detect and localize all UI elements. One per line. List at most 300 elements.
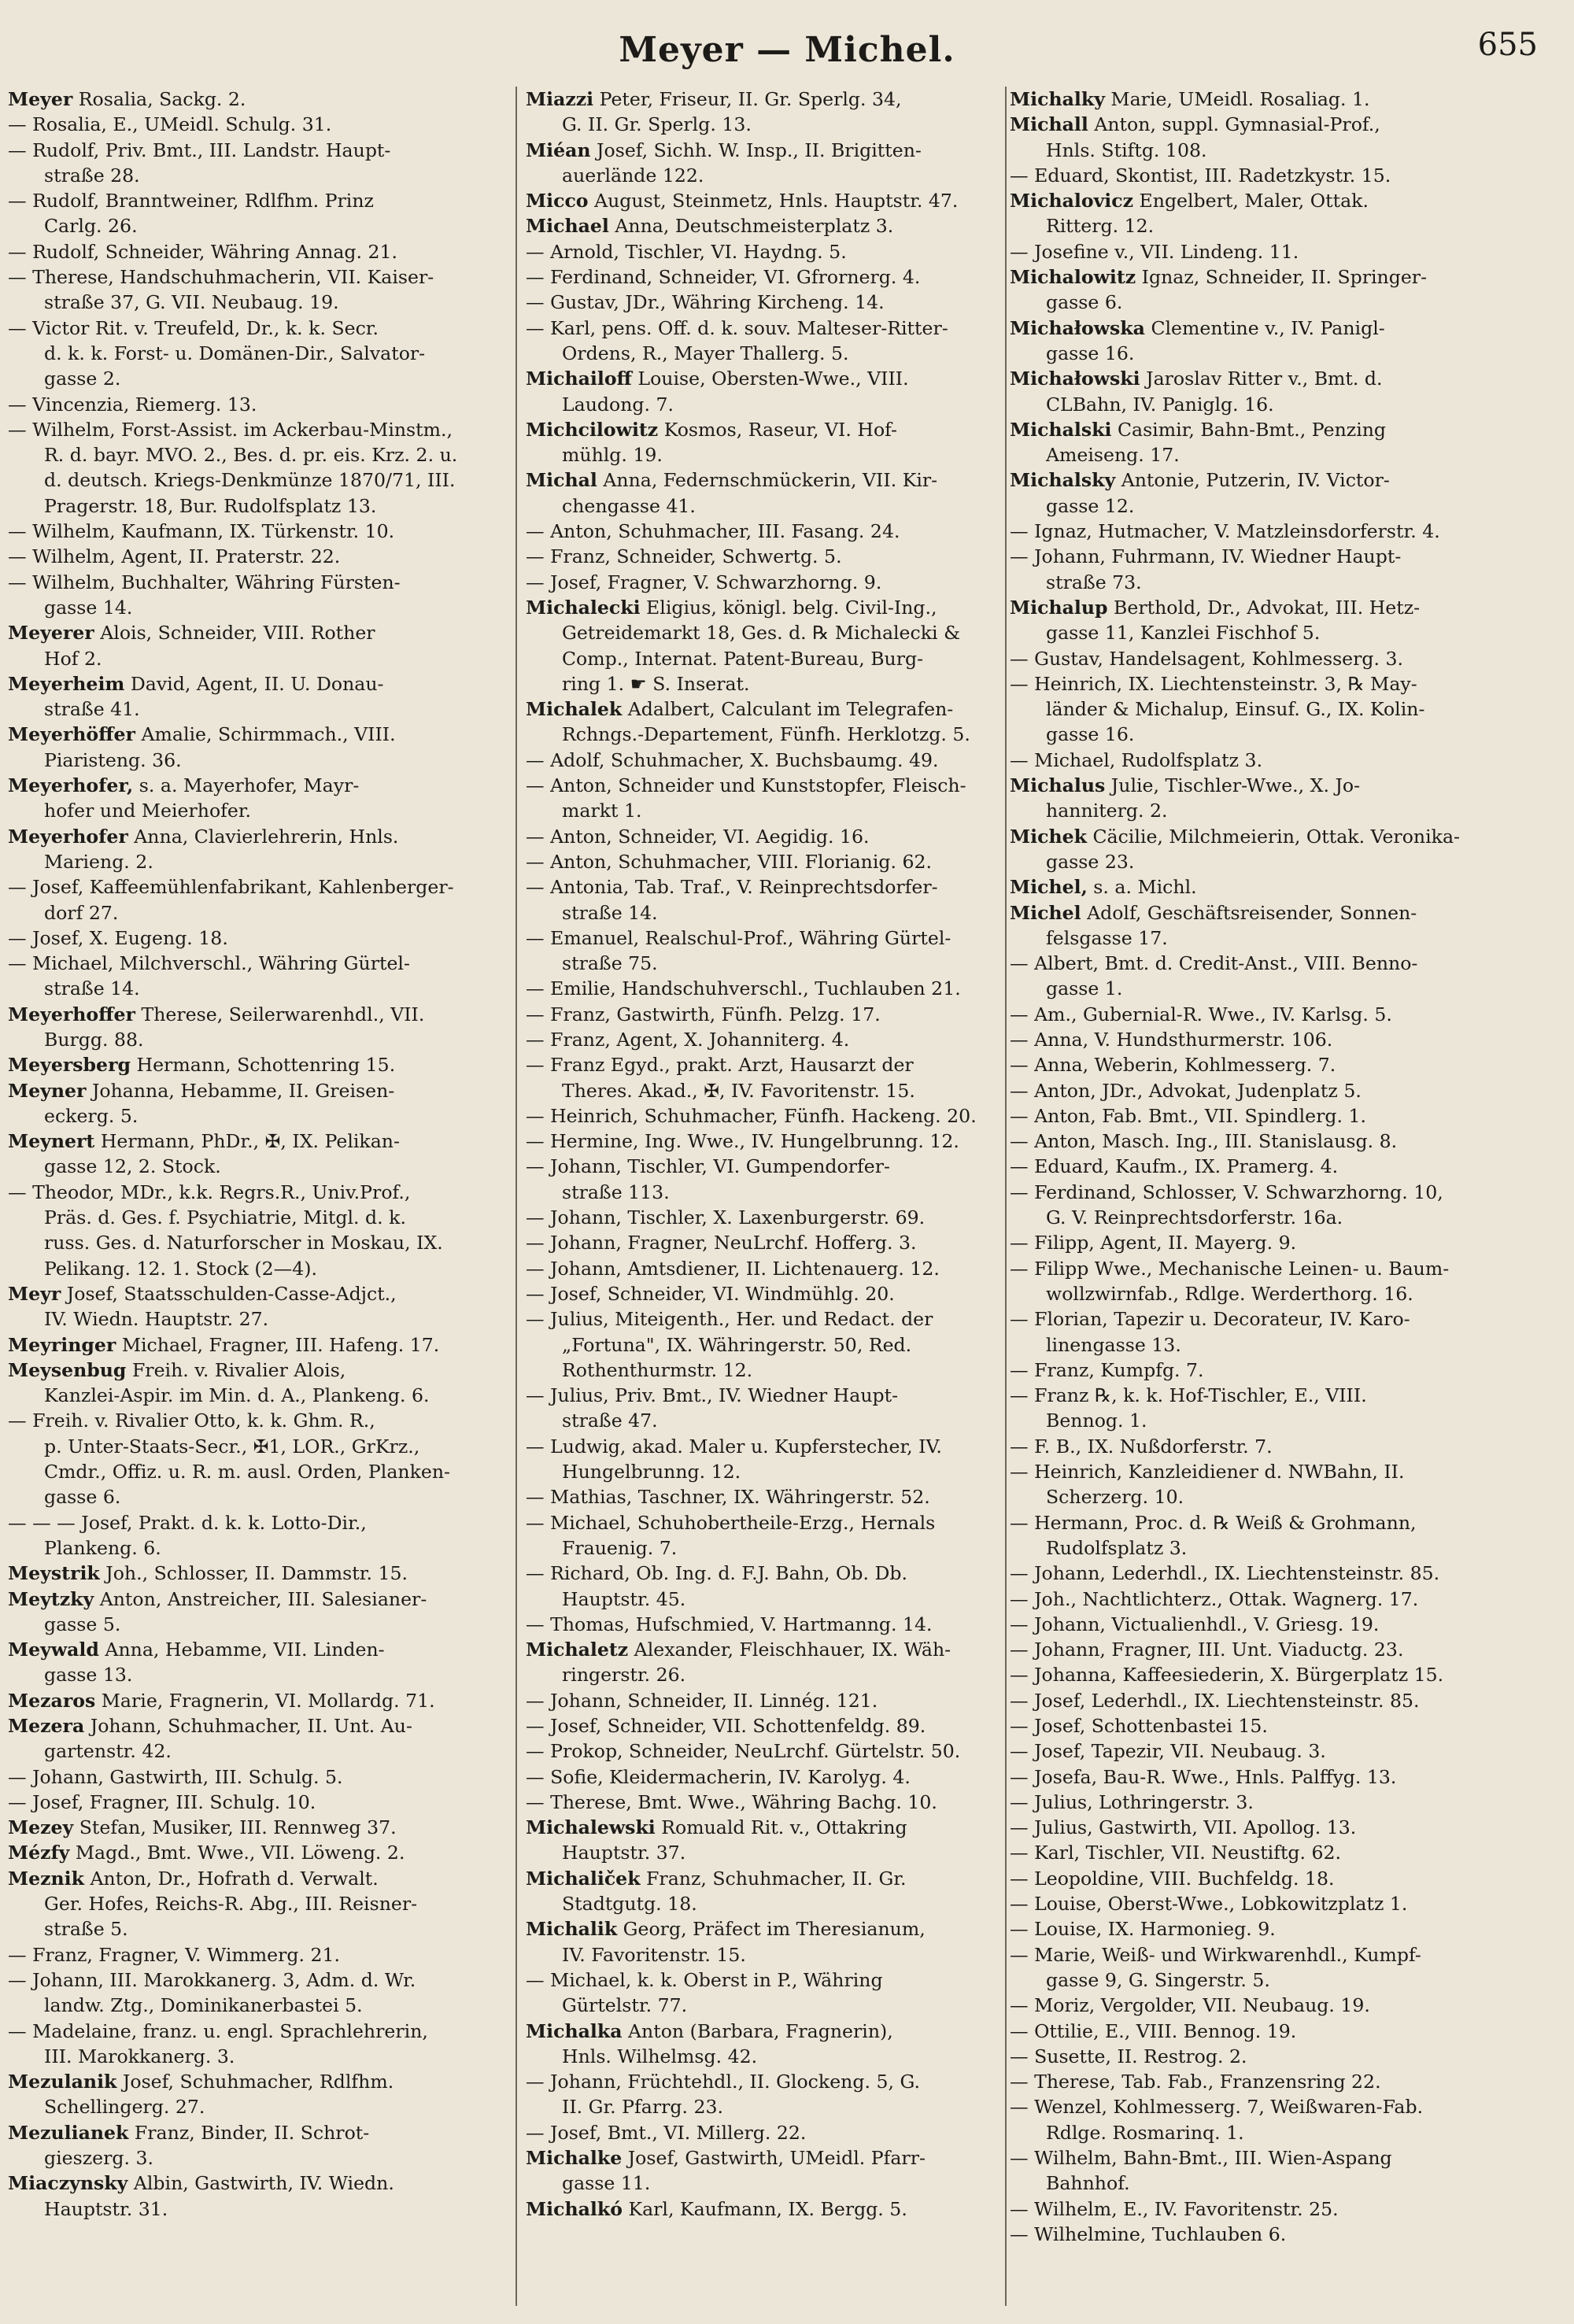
entry-text: Josef, Sichh. W. Insp., II. Brigitten- bbox=[597, 139, 922, 161]
directory-entry bbox=[1010, 1306, 1553, 1358]
entry-text: Schellingerg. 27. bbox=[44, 2096, 205, 2119]
directory-entry bbox=[8, 951, 508, 1002]
entry-text: — Hermann, Proc. d. ℞ Weiß & Grohmann, bbox=[1010, 1511, 1417, 1534]
entry-text: Joh., Schlosser, II. Dammstr. 15. bbox=[105, 1562, 408, 1585]
entry-text: — Marie, Weiß- und Wirkwarenhdl., Kumpf- bbox=[1010, 1943, 1421, 1966]
entry-text: — Anton, Masch. Ing., III. Stanislausg. 8. bbox=[1010, 1130, 1398, 1153]
entry-line bbox=[526, 1205, 1000, 1230]
directory-entry bbox=[1010, 1510, 1553, 1561]
directory-entry bbox=[1010, 646, 1553, 671]
entry-line bbox=[1010, 442, 1553, 467]
directory-entry bbox=[1010, 112, 1553, 163]
entry-line bbox=[526, 1561, 1000, 1586]
directory-entry bbox=[526, 290, 1000, 315]
entry-line bbox=[1010, 722, 1553, 747]
entry-text: — Joh., Nachtlichterz., Ottak. Wagnerg. 17. bbox=[1010, 1587, 1419, 1610]
entry-text: — Rudolf, Schneider, Währing Annag. 21. bbox=[8, 240, 398, 263]
entry-text: Michael, Fragner, III. Hafeng. 17. bbox=[121, 1333, 440, 1356]
directory-entry bbox=[1010, 595, 1553, 646]
entry-text: straße 14. bbox=[44, 977, 140, 1000]
entry-line bbox=[526, 1408, 1000, 1433]
directory-entry bbox=[526, 1764, 1000, 1790]
directory-entry bbox=[1010, 2019, 1553, 2044]
entry-surname: Miazzi bbox=[526, 88, 594, 110]
entry-line bbox=[526, 570, 1000, 595]
entry-line bbox=[8, 1002, 508, 1027]
entry-text: Piaristeng. 36. bbox=[44, 748, 182, 771]
directory-entry bbox=[1010, 1256, 1553, 1307]
entry-text: — Johann, Fragner, III. Unt. Viaductg. 23. bbox=[1010, 1639, 1404, 1661]
directory-entry bbox=[8, 138, 508, 189]
entry-text: — Arnold, Tischler, VI. Haydng. 5. bbox=[526, 240, 847, 263]
entry-surname: Mezera bbox=[8, 1715, 85, 1737]
entry-surname: Meynert bbox=[8, 1130, 95, 1153]
entry-text: gasse 11. bbox=[562, 2172, 651, 2195]
entry-line bbox=[526, 646, 1000, 671]
entry-line bbox=[8, 417, 508, 442]
entry-line bbox=[8, 138, 508, 163]
entry-line bbox=[526, 264, 1000, 290]
directory-entry bbox=[1010, 519, 1553, 544]
entry-line bbox=[1010, 2222, 1553, 2247]
entry-line bbox=[1010, 1790, 1553, 1815]
entry-line bbox=[1010, 264, 1553, 290]
entry-text: Josef, Gastwirth, UMeidl. Pfarr- bbox=[627, 2147, 926, 2170]
entry-line bbox=[1010, 1002, 1553, 1027]
entry-text: länder & Michalup, Einsuf. G., IX. Kolin- bbox=[1046, 698, 1425, 721]
entry-text: — Ferdinand, Schlosser, V. Schwarzhorng. 10, bbox=[1010, 1180, 1443, 1203]
entry-line bbox=[526, 87, 1000, 112]
entry-text: — Josef, Schottenbastei 15. bbox=[1010, 1715, 1268, 1737]
entry-line bbox=[526, 138, 1000, 163]
entry-text: — Wilhelm, Agent, II. Praterstr. 22. bbox=[8, 545, 341, 568]
page-header bbox=[0, 27, 1574, 74]
entry-surname: Meyner bbox=[8, 1079, 87, 1102]
directory-entry bbox=[526, 1484, 1000, 1509]
entry-line bbox=[1010, 1942, 1553, 1967]
entry-surname: Meytzky bbox=[8, 1587, 94, 1610]
entry-line bbox=[1010, 1738, 1553, 1764]
directory-entry bbox=[8, 1815, 508, 1840]
entry-surname: Miéan bbox=[526, 139, 591, 161]
entry-line bbox=[1010, 493, 1553, 519]
entry-line bbox=[8, 798, 508, 823]
entry-line bbox=[526, 951, 1000, 976]
entry-line bbox=[1010, 2069, 1553, 2094]
entry-text: — Karl, Tischler, VII. Neustiftg. 62. bbox=[1010, 1842, 1342, 1864]
entry-line bbox=[8, 1052, 508, 1077]
entry-text: Kosmos, Raseur, VI. Hof- bbox=[663, 418, 898, 441]
entry-text: August, Steinmetz, Hnls. Hauptstr. 47. bbox=[594, 190, 959, 212]
directory-entry bbox=[526, 1713, 1000, 1738]
entry-text: David, Agent, II. U. Donau- bbox=[130, 672, 384, 695]
column-2 bbox=[526, 87, 1000, 2306]
entry-text: — Florian, Tapezir u. Decorateur, IV. Karo- bbox=[1010, 1308, 1410, 1331]
directory-entry bbox=[526, 1510, 1000, 1561]
entry-line bbox=[526, 519, 1000, 544]
entry-line bbox=[526, 773, 1000, 798]
entry-text: — Louise, Oberst-Wwe., Lobkowitzplatz 1. bbox=[1010, 1893, 1408, 1916]
directory-entry bbox=[1010, 2222, 1553, 2247]
entry-line bbox=[8, 2044, 508, 2069]
entry-line bbox=[526, 1815, 1000, 1840]
entry-line bbox=[8, 595, 508, 620]
entry-line bbox=[8, 316, 508, 341]
entry-text: — Karl, pens. Off. d. k. souv. Malteser-Ritter- bbox=[526, 316, 948, 339]
entry-text: Anton, Anstreicher, III. Salesianer- bbox=[99, 1587, 427, 1610]
entry-text: straße 41. bbox=[44, 698, 140, 721]
entry-text: Scherzerg. 10. bbox=[1046, 1486, 1184, 1509]
directory-entry bbox=[526, 696, 1000, 748]
entry-line bbox=[526, 1052, 1000, 1077]
entry-line bbox=[1010, 1637, 1553, 1662]
entry-text: Therese, Seilerwarenhdl., VII. bbox=[141, 1003, 425, 1025]
directory-entry bbox=[8, 671, 508, 722]
entry-text: Bennog. 1. bbox=[1046, 1410, 1147, 1432]
directory-entry bbox=[526, 87, 1000, 138]
entry-line bbox=[1010, 366, 1553, 391]
directory-entry bbox=[8, 1332, 508, 1358]
entry-line bbox=[526, 976, 1000, 1001]
entry-text: wollzwirnfab., Rdlge. Werderthorg. 16. bbox=[1046, 1282, 1413, 1305]
entry-line bbox=[1010, 2145, 1553, 2171]
directory-entry bbox=[8, 570, 508, 621]
entry-line bbox=[526, 392, 1000, 417]
entry-surname: Michalik bbox=[526, 1918, 618, 1941]
entry-text: gasse 14. bbox=[44, 596, 133, 619]
directory-entry bbox=[526, 366, 1000, 417]
entry-line bbox=[526, 239, 1000, 264]
directory-entry bbox=[1010, 773, 1553, 824]
directory-entry bbox=[526, 1306, 1000, 1383]
entry-text: — Julius, Lothringerstr. 3. bbox=[1010, 1790, 1254, 1813]
directory-entry bbox=[526, 1637, 1000, 1688]
entry-text: — Therese, Tab. Fab., Franzensring 22. bbox=[1010, 2071, 1381, 2093]
entry-text: s. a. Mayerhofer, Mayr- bbox=[139, 774, 360, 797]
directory-entry bbox=[526, 1612, 1000, 1637]
entry-line bbox=[1010, 163, 1553, 188]
entry-text: Hauptstr. 37. bbox=[562, 1842, 686, 1864]
entry-line bbox=[526, 1027, 1000, 1052]
directory-entry bbox=[8, 2171, 508, 2222]
directory-entry bbox=[526, 1967, 1000, 2019]
entry-line bbox=[8, 1891, 508, 1916]
entry-surname: Mezulanik bbox=[8, 2071, 117, 2093]
directory-entry bbox=[8, 874, 508, 926]
entry-line bbox=[8, 1637, 508, 1662]
entry-line bbox=[526, 1484, 1000, 1509]
entry-line bbox=[1010, 290, 1553, 315]
entry-line bbox=[526, 1078, 1000, 1103]
directory-entry bbox=[1010, 1764, 1553, 1790]
entry-text: — Therese, Handschuhmacherin, VII. Kaiser- bbox=[8, 266, 434, 289]
directory-entry bbox=[8, 87, 508, 112]
entry-line bbox=[1010, 1154, 1553, 1179]
directory-entry bbox=[1010, 264, 1553, 316]
entry-line bbox=[8, 1662, 508, 1687]
entry-surname: Michałowski bbox=[1010, 368, 1140, 390]
directory-entry bbox=[8, 1510, 508, 1561]
entry-line bbox=[1010, 773, 1553, 798]
entry-text: Hermann, Schottenring 15. bbox=[136, 1054, 396, 1077]
entry-text: — Ignaz, Hutmacher, V. Matzleinsdorferstr. 4. bbox=[1010, 520, 1440, 543]
entry-surname: Michailoff bbox=[526, 368, 632, 390]
entry-surname: Michalowitz bbox=[1010, 266, 1136, 289]
entry-text: — Prokop, Schneider, NeuLrchf. Gürtelstr. 50. bbox=[526, 1740, 961, 1763]
entry-line bbox=[1010, 544, 1553, 569]
entry-line bbox=[8, 646, 508, 671]
entry-surname: Michal bbox=[526, 469, 597, 492]
entry-surname: Michalski bbox=[1010, 418, 1112, 441]
entry-line bbox=[1010, 748, 1553, 773]
entry-line bbox=[8, 1103, 508, 1129]
entry-text: Johann, Schuhmacher, II. Unt. Au- bbox=[90, 1715, 412, 1737]
entry-line bbox=[526, 1002, 1000, 1027]
entry-line bbox=[526, 1434, 1000, 1459]
directory-entry bbox=[1010, 2197, 1553, 2222]
entry-text: — Heinrich, Schuhmacher, Fünfh. Hackeng. 20. bbox=[526, 1104, 977, 1127]
entry-text: — Johann, Tischler, X. Laxenburgerstr. 69. bbox=[526, 1206, 926, 1229]
directory-entry bbox=[1010, 1713, 1553, 1738]
entry-line bbox=[8, 2019, 508, 2044]
entry-text: — Josef, Lederhdl., IX. Liechtensteinstr. 85. bbox=[1010, 1689, 1420, 1712]
entry-text: — Johann, Lederhdl., IX. Liechtensteinstr. 85. bbox=[1010, 1562, 1440, 1585]
entry-line bbox=[1010, 976, 1553, 1001]
entry-text: Magd., Bmt. Wwe., VII. Löweng. 2. bbox=[75, 1842, 405, 1864]
entry-text: — Johann, Früchtehdl., II. Glockeng. 5, G. bbox=[526, 2071, 920, 2093]
entry-text: Josef, Schuhmacher, Rdlfhm. bbox=[122, 2071, 394, 2093]
entry-line bbox=[8, 264, 508, 290]
entry-surname: Michaliček bbox=[526, 1867, 641, 1890]
entry-text: — Ottilie, E., VIII. Bennog. 19. bbox=[1010, 2019, 1297, 2042]
entry-text: straße 47. bbox=[562, 1410, 658, 1432]
entry-text: straße 37, G. VII. Neubaug. 19. bbox=[44, 291, 339, 314]
directory-entry bbox=[8, 1790, 508, 1815]
entry-line bbox=[8, 2145, 508, 2171]
entry-text: gasse 2. bbox=[44, 368, 121, 390]
entry-text: — Michael, Rudolfsplatz 3. bbox=[1010, 748, 1263, 771]
entry-line bbox=[526, 1612, 1000, 1637]
entry-text: chengasse 41. bbox=[562, 494, 696, 517]
entry-text: gasse 6. bbox=[1046, 291, 1123, 314]
directory-entry bbox=[526, 1815, 1000, 1866]
entry-line bbox=[8, 290, 508, 315]
entry-text: Adolf, Geschäftsreisender, Sonnen- bbox=[1087, 901, 1417, 924]
entry-line bbox=[8, 1484, 508, 1509]
entry-line bbox=[1010, 392, 1553, 417]
directory-entry bbox=[526, 2120, 1000, 2145]
entry-surname: Michel, bbox=[1010, 876, 1088, 899]
entry-line bbox=[1010, 1688, 1553, 1713]
entry-line bbox=[526, 290, 1000, 315]
entry-line bbox=[526, 493, 1000, 519]
entry-text: gasse 9, G. Singerstr. 5. bbox=[1046, 1968, 1270, 1991]
entry-text: — Albert, Bmt. d. Credit-Anst., VIII. Benno- bbox=[1010, 952, 1418, 975]
directory-entry bbox=[1010, 1840, 1553, 1865]
directory-entry bbox=[1010, 316, 1553, 367]
entry-text: Plankeng. 6. bbox=[44, 1536, 161, 1559]
entry-text: — Richard, Ob. Ing. d. F.J. Bahn, Ob. Db. bbox=[526, 1562, 908, 1585]
directory-entry bbox=[526, 316, 1000, 367]
entry-text: Frauenig. 7. bbox=[562, 1536, 678, 1559]
entry-line bbox=[1010, 1484, 1553, 1509]
directory-entry bbox=[526, 1561, 1000, 1612]
directory-entry bbox=[8, 2069, 508, 2120]
entry-text: CLBahn, IV. Paniglg. 16. bbox=[1046, 393, 1274, 416]
entry-line bbox=[526, 1662, 1000, 1687]
entry-line bbox=[8, 1535, 508, 1561]
entry-text: — Josefa, Bau-R. Wwe., Hnls. Palffyg. 13. bbox=[1010, 1765, 1397, 1788]
entry-line bbox=[8, 2069, 508, 2094]
directory-entry bbox=[1010, 467, 1553, 519]
entry-line bbox=[8, 1383, 508, 1408]
entry-text: Rosalia, Sackg. 2. bbox=[78, 88, 246, 110]
directory-entry bbox=[1010, 1561, 1553, 1586]
entry-text: — Eduard, Skontist, III. Radetzkystr. 15. bbox=[1010, 164, 1391, 187]
entry-line bbox=[8, 1790, 508, 1815]
entry-text: Rudolfsplatz 3. bbox=[1046, 1536, 1188, 1559]
entry-line bbox=[8, 442, 508, 467]
directory-entry bbox=[526, 849, 1000, 874]
entry-line bbox=[526, 2171, 1000, 2196]
entry-line bbox=[8, 1866, 508, 1891]
directory-entry bbox=[526, 1230, 1000, 1255]
entry-text: Pelikang. 12. 1. Stock (2—4). bbox=[44, 1257, 317, 1280]
entry-text: — Heinrich, IX. Liechtensteinstr. 3, ℞ May- bbox=[1010, 672, 1417, 695]
entry-text: s. a. Michl. bbox=[1093, 876, 1197, 899]
entry-text: gasse 16. bbox=[1046, 342, 1135, 364]
directory-entry bbox=[526, 1916, 1000, 1967]
entry-text: d. deutsch. Kriegs-Denkmünze 1870/71, III. bbox=[44, 469, 456, 492]
directory-entry bbox=[526, 2069, 1000, 2120]
directory-entry bbox=[1010, 824, 1553, 875]
entry-line bbox=[526, 874, 1000, 900]
directory-entry bbox=[8, 316, 508, 392]
entry-line bbox=[1010, 1180, 1553, 1205]
directory-entry bbox=[1010, 366, 1553, 417]
entry-surname: Michcilowitz bbox=[526, 418, 659, 441]
entry-surname: Meznik bbox=[8, 1867, 84, 1890]
entry-text: „Fortuna", IX. Währingerstr. 50, Red. bbox=[562, 1333, 912, 1356]
entry-line bbox=[8, 824, 508, 849]
entry-surname: Meyerhoffer bbox=[8, 1003, 135, 1025]
entry-line bbox=[8, 696, 508, 722]
entry-text: — Julius, Priv. Bmt., IV. Wiedner Haupt- bbox=[526, 1384, 899, 1407]
entry-line bbox=[1010, 900, 1553, 926]
column-divider bbox=[1005, 87, 1007, 2306]
entry-surname: Michalewski bbox=[526, 1816, 656, 1839]
entry-text: ringerstr. 26. bbox=[562, 1664, 686, 1687]
entry-text: landw. Ztg., Dominikanerbastei 5. bbox=[44, 1994, 363, 2017]
directory-entry bbox=[526, 1383, 1000, 1434]
entry-line bbox=[1010, 696, 1553, 722]
entry-text: Julie, Tischler-Wwe., X. Jo- bbox=[1110, 774, 1361, 797]
entry-line bbox=[8, 1205, 508, 1230]
directory-entry bbox=[1010, 951, 1553, 1002]
entry-text: Ignaz, Schneider, II. Springer- bbox=[1141, 266, 1428, 289]
entry-text: Marie, UMeidl. Rosaliag. 1. bbox=[1110, 88, 1370, 110]
entry-text: Stadtgutg. 18. bbox=[562, 1893, 697, 1916]
entry-line bbox=[8, 1840, 508, 1865]
entry-line bbox=[8, 392, 508, 417]
entry-line bbox=[8, 1815, 508, 1840]
entry-line bbox=[8, 1154, 508, 1179]
entry-line bbox=[8, 570, 508, 595]
entry-line bbox=[1010, 1408, 1553, 1433]
directory-entry bbox=[526, 1027, 1000, 1052]
directory-entry bbox=[526, 1866, 1000, 1917]
column-divider bbox=[515, 87, 517, 2306]
directory-entry bbox=[526, 1052, 1000, 1103]
entry-line bbox=[526, 1230, 1000, 1255]
entry-text: — Johann, Tischler, VI. Gumpendorfer- bbox=[526, 1155, 890, 1178]
entry-line bbox=[526, 748, 1000, 773]
entry-text: Gürtelstr. 77. bbox=[562, 1994, 688, 2017]
directory-entry bbox=[1010, 671, 1553, 748]
entry-text: R. d. bayr. MVO. 2., Bes. d. pr. eis. Krz. 2. u. bbox=[44, 444, 458, 467]
entry-text: Berthold, Dr., Advokat, III. Hetz- bbox=[1114, 596, 1421, 619]
entry-line bbox=[8, 748, 508, 773]
directory-entry bbox=[1010, 1154, 1553, 1179]
directory-entry bbox=[1010, 1180, 1553, 1231]
directory-entry bbox=[1010, 1383, 1553, 1434]
entry-line bbox=[1010, 1383, 1553, 1408]
entry-surname: Michalecki bbox=[526, 596, 641, 619]
directory-entry bbox=[8, 1408, 508, 1509]
entry-text: Laudong. 7. bbox=[562, 393, 674, 416]
entry-line bbox=[1010, 1866, 1553, 1891]
directory-entry bbox=[8, 1942, 508, 1967]
entry-line bbox=[8, 493, 508, 519]
entry-line bbox=[526, 188, 1000, 213]
entry-surname: Michaletz bbox=[526, 1639, 629, 1661]
directory-entry bbox=[526, 264, 1000, 290]
entry-line bbox=[1010, 570, 1553, 595]
entry-text: straße 73. bbox=[1046, 571, 1142, 593]
entry-line bbox=[526, 1916, 1000, 1942]
entry-text: IV. Wiedn. Hauptstr. 27. bbox=[44, 1308, 269, 1331]
entry-text: — Franz, Kumpfg. 7. bbox=[1010, 1358, 1204, 1381]
directory-entry bbox=[526, 976, 1000, 1001]
entry-text: — Rudolf, Priv. Bmt., III. Landstr. Haupt- bbox=[8, 139, 391, 161]
entry-line bbox=[1010, 874, 1553, 900]
entry-line bbox=[8, 188, 508, 213]
entry-text: — Josef, Schneider, VI. Windmühlg. 20. bbox=[526, 1282, 895, 1305]
directory-entry bbox=[526, 1129, 1000, 1154]
entry-text: Alexander, Fleischhauer, IX. Wäh- bbox=[634, 1639, 951, 1661]
directory-entry bbox=[8, 1078, 508, 1129]
entry-surname: Michalsky bbox=[1010, 469, 1116, 492]
directory-entry bbox=[8, 1180, 508, 1281]
entry-text: — Josef, Tapezir, VII. Neubaug. 3. bbox=[1010, 1740, 1326, 1763]
directory-entry bbox=[1010, 1637, 1553, 1662]
entry-line bbox=[8, 671, 508, 696]
entry-line bbox=[526, 1587, 1000, 1612]
entry-line bbox=[1010, 1815, 1553, 1840]
entry-line bbox=[526, 1764, 1000, 1790]
column-1 bbox=[8, 87, 508, 2306]
entry-surname: Meyerer bbox=[8, 622, 94, 645]
entry-surname: Meysenbug bbox=[8, 1358, 127, 1381]
entry-line bbox=[526, 1967, 1000, 1993]
entry-text: — Wilhelm, Kaufmann, IX. Türkenstr. 10. bbox=[8, 520, 395, 543]
entry-line bbox=[1010, 1332, 1553, 1358]
entry-line bbox=[8, 112, 508, 137]
entry-text: — Eduard, Kaufm., IX. Pramerg. 4. bbox=[1010, 1155, 1339, 1178]
entry-text: — Anton, JDr., Advokat, Judenplatz 5. bbox=[1010, 1079, 1362, 1102]
entry-line bbox=[8, 1332, 508, 1358]
entry-line bbox=[8, 1027, 508, 1052]
